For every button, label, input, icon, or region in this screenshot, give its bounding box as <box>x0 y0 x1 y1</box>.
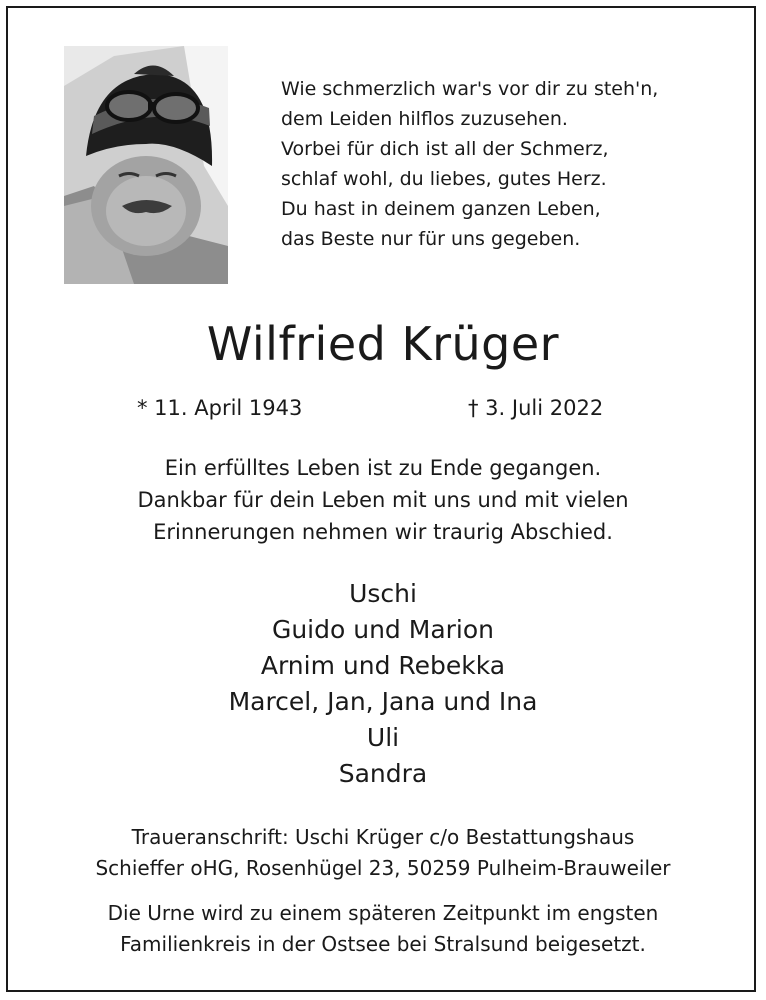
poem <box>281 74 658 254</box>
poem-line: Wie schmerzlich war's vor dir zu steh'n, <box>281 78 659 100</box>
poem-line: dem Leiden hilflos zuzusehen. <box>281 108 568 130</box>
message-line: Dankbar für dein Leben mit uns und mit vielen <box>137 488 629 512</box>
portrait-photo <box>64 46 228 284</box>
mourner-name: Guido und Marion <box>271 615 495 644</box>
mourners-list <box>0 576 766 792</box>
address-line: Traueranschrift: Uschi Krüger c/o Bestattungshaus <box>131 825 635 849</box>
portrait-illustration <box>64 46 228 284</box>
burial-note-line: Die Urne wird zu einem späteren Zeitpunkt im engsten <box>107 901 659 925</box>
mourner-name: Uli <box>366 723 400 752</box>
poem-line: das Beste nur für uns gegeben. <box>281 228 581 250</box>
address-line: Schieffer oHG, Rosenhügel 23, 50259 Pulheim-Brauweiler <box>95 856 671 880</box>
message-line: Erinnerungen nehmen wir traurig Abschied. <box>153 520 613 544</box>
poem-line: Vorbei für dich ist all der Schmerz, <box>281 138 609 160</box>
burial-note <box>0 898 766 960</box>
message-line: Ein erfülltes Leben ist zu Ende gegangen. <box>164 456 602 480</box>
mourner-name: Uschi <box>349 579 417 608</box>
farewell-message <box>0 452 766 548</box>
condolence-address <box>0 822 766 884</box>
mourner-name: Arnim und Rebekka <box>260 651 506 680</box>
poem-line: Du hast in deinem ganzen Leben, <box>281 198 601 220</box>
burial-note-line: Familienkreis in der Ostsee bei Stralsund beigesetzt. <box>120 932 646 956</box>
mourner-name: Sandra <box>338 759 428 788</box>
poem-line: schlaf wohl, du liebes, gutes Herz. <box>281 168 607 190</box>
death-date: † 3. Juli 2022 <box>468 396 604 420</box>
birth-date: * 11. April 1943 <box>137 396 303 420</box>
mourner-name: Marcel, Jan, Jana und Ina <box>228 687 538 716</box>
deceased-name: Wilfried Krüger <box>206 317 560 371</box>
